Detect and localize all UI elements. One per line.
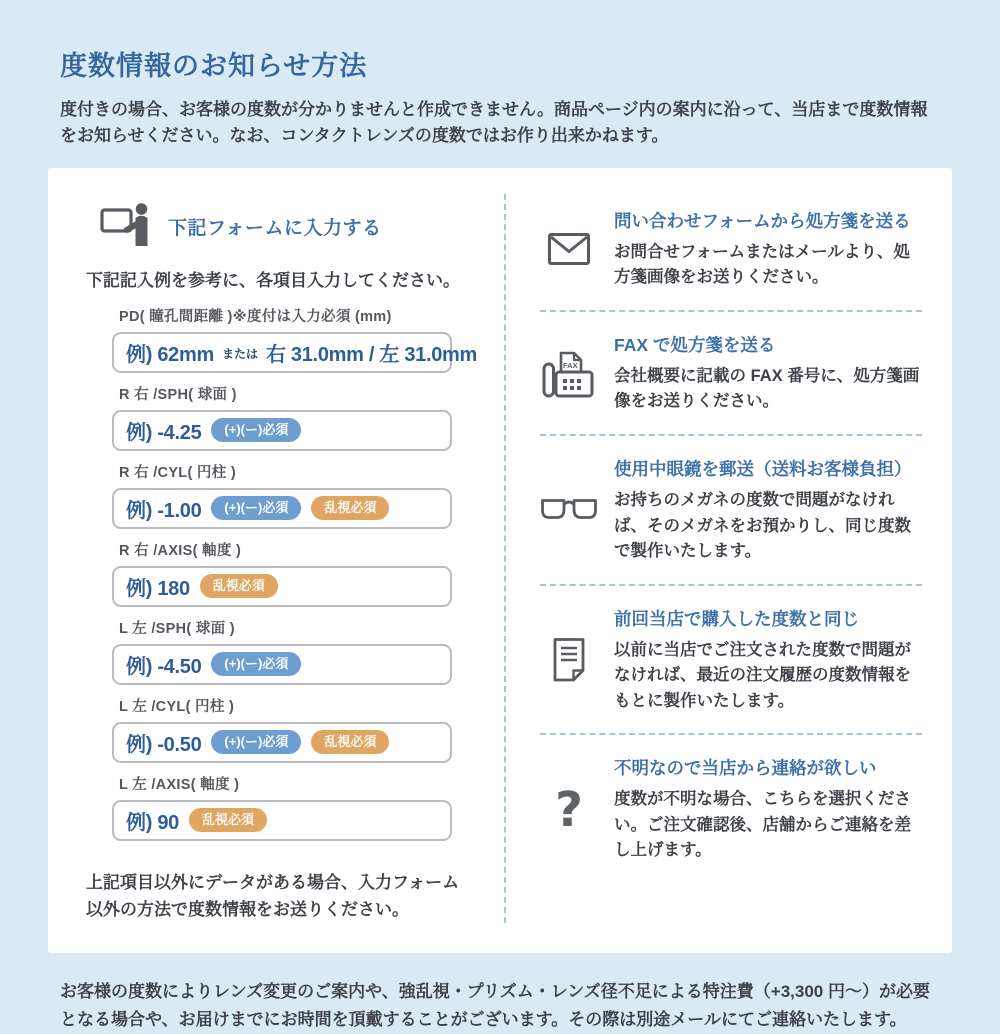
example-value-2: 右 31.0mm / 左 31.0mm — [265, 343, 478, 366]
fax-icon — [540, 348, 598, 398]
field-label: L 左 /CYL( 円柱 ) — [119, 698, 235, 715]
intro-text: 度付きの場合、お客様の度数が分かりませんと作成できません。商品ページ内の案内に沿って、当店まで度数情報をお知らせください。なお、コンタクトレンズの度数ではお作り出来かねます。 — [60, 100, 928, 146]
form-section-header — [86, 202, 474, 251]
method-fax — [540, 328, 922, 419]
method-previous-order — [540, 602, 922, 719]
info-card — [48, 168, 952, 953]
field-label: PD( 瞳孔間距離 )※度付は入力必須 (mm) — [119, 308, 392, 325]
question-icon: ? — [555, 781, 583, 838]
page-title: 度数情報のお知らせ方法 — [60, 51, 368, 81]
badge-astigmatism-required: 乱視必須 — [200, 574, 278, 598]
method-title: 問い合わせフォームから処方箋を送る — [614, 210, 911, 231]
r-sph-example-box — [112, 410, 452, 451]
divider — [540, 434, 922, 436]
example-value: 例) 180 — [126, 577, 190, 600]
example-value: 例) -0.50 — [126, 733, 202, 756]
example-value: 例) -4.25 — [126, 421, 202, 444]
method-unknown-contact-me — [540, 751, 922, 868]
method-mail-glasses — [540, 452, 922, 569]
field-r-axis — [112, 539, 452, 607]
method-body: お問合せフォームまたはメールより、処方箋画像をお送りください。 — [614, 242, 910, 287]
method-body: 度数が不明な場合、こちらを選択ください。ご注文確認後、店舗からご連絡を差し上げます。 — [614, 790, 911, 860]
divider — [540, 310, 922, 312]
badge-plus-minus-required: (+)(ー)必須 — [211, 730, 301, 754]
method-title: 前回当店で購入した度数と同じ — [614, 608, 859, 629]
badge-astigmatism-required: 乱視必須 — [311, 496, 389, 520]
field-r-sph — [112, 383, 452, 451]
method-body: 会社概要に記載の FAX 番号に、処方箋画像をお送りください。 — [614, 366, 920, 411]
example-value: 例) 90 — [126, 811, 179, 834]
badge-plus-minus-required: (+)(ー)必須 — [211, 652, 301, 676]
badge-astigmatism-required: 乱視必須 — [189, 808, 267, 832]
example-value: 例) 62mm — [126, 343, 214, 366]
r-axis-example-box — [112, 566, 452, 607]
field-label: R 右 /CYL( 円柱 ) — [119, 464, 236, 481]
method-body: お持ちのメガネの度数で問題がなければ、そのメガネをお預かりし、同じ度数で製作いたします。 — [614, 490, 911, 561]
l-cyl-example-box — [112, 722, 452, 763]
example-value: 例) -4.50 — [126, 655, 202, 678]
footer-note: お客様の度数によりレンズ変更のご案内や、強乱視・プリズム・レンズ径不足による特注費（+3,300 円～）が必要となる場合や、お届けまでにお時間を頂戴することがございます。その際は別途メールにてご連絡いたします。 — [60, 982, 930, 1030]
form-instruction: 下記記入例を参考に、各項目入力してください。 — [86, 270, 460, 290]
field-label: R 右 /AXIS( 軸度 ) — [119, 542, 242, 559]
form-note: 上記項目以外にデータがある場合、入力フォーム以外の方法で度数情報をお送りください。 — [86, 872, 460, 919]
method-title: FAX で処方箋を送る — [614, 334, 776, 355]
divider — [540, 584, 922, 586]
field-l-axis — [112, 773, 452, 841]
methods-column — [506, 194, 952, 923]
r-cyl-example-box — [112, 488, 452, 529]
field-r-cyl — [112, 461, 452, 529]
method-body: 以前に当店でご注文された度数で問題がなければ、最近の注文履歴の度数情報をもとに製作いたします。 — [614, 640, 911, 710]
badge-plus-minus-required: (+)(ー)必須 — [211, 418, 301, 442]
pd-example-box — [112, 332, 478, 373]
field-l-cyl — [112, 695, 452, 763]
form-section-title: 下記フォームに入力する — [168, 217, 382, 239]
field-label: R 右 /SPH( 球面 ) — [119, 386, 237, 403]
field-l-sph — [112, 617, 452, 685]
method-title: 使用中眼鏡を郵送（送料お客様負担） — [614, 458, 912, 479]
field-label: L 左 /AXIS( 軸度 ) — [119, 776, 240, 793]
document-icon — [540, 637, 598, 683]
example-value: 例) -1.00 — [126, 499, 202, 522]
badge-astigmatism-required: 乱視必須 — [311, 730, 389, 754]
field-label: L 左 /SPH( 球面 ) — [119, 620, 235, 637]
l-axis-example-box — [112, 800, 452, 841]
badge-plus-minus-required: (+)(ー)必須 — [211, 496, 301, 520]
presenter-monitor-icon — [100, 202, 152, 251]
form-examples — [112, 305, 478, 841]
l-sph-example-box — [112, 644, 452, 685]
svg-text:FAX: FAX — [563, 361, 578, 371]
glasses-icon — [540, 497, 598, 523]
field-pd — [112, 305, 478, 373]
or-text: または — [221, 347, 258, 362]
divider — [540, 733, 922, 735]
envelope-icon — [540, 233, 598, 265]
method-contact-form — [540, 204, 922, 295]
form-guide-column — [48, 194, 506, 923]
method-title: 不明なので当店から連絡が欲しい — [614, 758, 877, 779]
